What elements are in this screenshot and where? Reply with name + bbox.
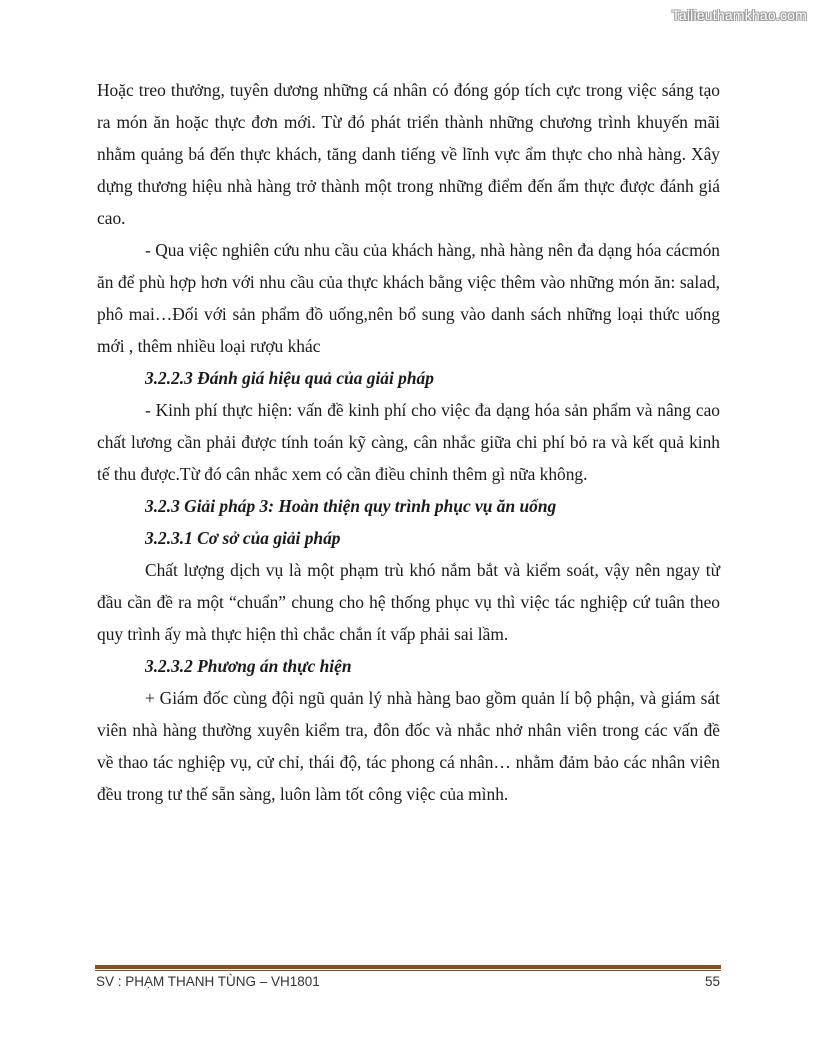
footer-divider-thin bbox=[95, 970, 721, 971]
section-heading-3-2-3-2: 3.2.3.2 Phương án thực hiện bbox=[145, 656, 352, 676]
section-heading-3-2-3: 3.2.3 Giải pháp 3: Hoàn thiện quy trình phục vụ ăn uống bbox=[145, 496, 557, 516]
paragraph-2: - Qua việc nghiên cứu nhu cầu của khách hàng, nhà hàng nên đa dạng hóa cácmón ăn để phù hợp hơn với nhu cầu của thực khách bằng việc thêm vào những món ăn: salad, phô mai…Đối với sản phẩm đồ uống,nên bổ sung vào danh sách những loại thức uống mới , thêm nhiều loại rượu khác bbox=[97, 240, 720, 356]
paragraph-4: Chất lượng dịch vụ là một phạm trù khó nắm bắt và kiểm soát, vậy nên ngay từ đầu cần đề ra một “chuẩn” chung cho hệ thống phục vụ thì việc tác nghiệp cứ tuân theo quy trình ấy mà thực hiện thì chắc chắn ít vấp phải sai lầm. bbox=[97, 560, 720, 644]
page-number: 55 bbox=[704, 974, 720, 989]
paragraph-3: - Kinh phí thực hiện: vấn đề kinh phí cho việc đa dạng hóa sản phẩm và nâng cao chất lương cần phải được tính toán kỹ càng, cân nhắc giữa chi phí bỏ ra và kết quả kinh tế thu được.Từ đó cân nhắc xem có cần điều chỉnh thêm gì nữa không. bbox=[97, 400, 720, 484]
page-body bbox=[97, 74, 720, 810]
footer-divider bbox=[95, 965, 721, 969]
section-heading-3-2-3-1: 3.2.3.1 Cơ sở của giải pháp bbox=[145, 528, 341, 548]
footer-author: SV : PHẠM THANH TÙNG – VH1801 bbox=[96, 974, 320, 989]
paragraph-5: + Giám đốc cùng đội ngũ quản lý nhà hàng bao gồm quản lí bộ phận, và giám sát viên nhà hàng thường xuyên kiểm tra, đôn đốc và nhắc nhở nhân viên trong các vấn đề về thao tác nghiệp vụ, cử chỉ, thái độ, tác phong cá nhân… nhằm đảm bảo các nhân viên đều trong tư thế sẵn sàng, luôn làm tốt công việc của mình. bbox=[97, 688, 720, 804]
paragraph-1: Hoặc treo thưởng, tuyên dương những cá nhân có đóng góp tích cực trong việc sáng tạo ra món ăn hoặc thực đơn mới. Từ đó phát triển thành những chương trình khuyến mãi nhằm quảng bá đến thực khách, tăng danh tiếng về lĩnh vực ẩm thực cho nhà hàng. Xây dựng thương hiệu nhà hàng trở thành một trong những điểm đến ẩm thực được đánh giá cao. bbox=[97, 80, 720, 228]
watermark: Tailieuthamkhao.com bbox=[671, 7, 807, 23]
section-heading-3-2-2-3: 3.2.2.3 Đánh giá hiệu quả của giải pháp bbox=[145, 368, 434, 388]
